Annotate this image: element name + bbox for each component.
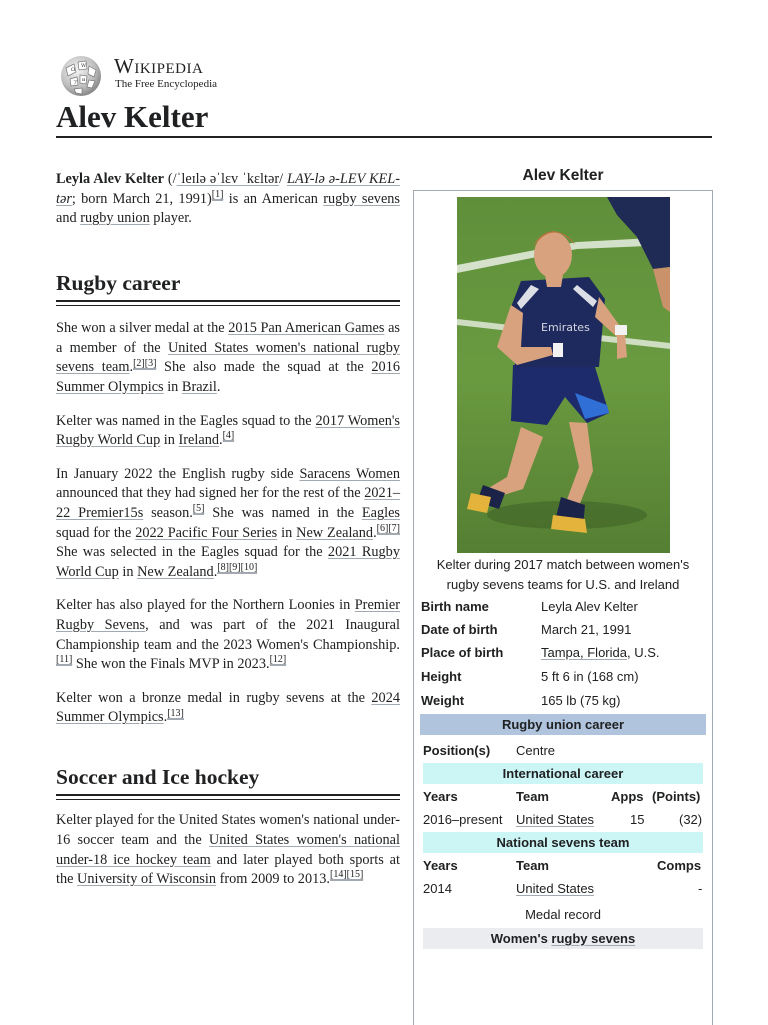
row-label: Place of birth <box>421 645 504 660</box>
infobox-row-place-of-birth <box>421 642 705 664</box>
reference-link[interactable]: [4] <box>222 430 235 442</box>
ipa-pronunciation-link[interactable]: ˈleɪlə əˈlɛv ˈkɛltər <box>176 171 280 187</box>
paragraph <box>56 319 400 397</box>
intl-team-link[interactable]: United States <box>516 812 595 827</box>
link[interactable]: New Zealand <box>296 524 374 541</box>
text: She also made the squad at the <box>156 359 372 376</box>
rugby-union-career-header: Rugby union career <box>420 714 706 735</box>
wikipedia-wordmark[interactable]: Wikipedia <box>114 54 204 78</box>
link[interactable]: United States women's national under-18 ice hockey team <box>56 832 400 868</box>
sevens-comps: - <box>698 881 703 896</box>
link-rugby-sevens[interactable]: rugby sevens <box>323 190 400 207</box>
intl-col-years: Years <box>423 789 458 804</box>
text: and <box>56 210 81 227</box>
reference-link[interactable]: [15] <box>346 869 364 881</box>
text: . <box>373 524 377 541</box>
row-value: Leyla Alev Kelter <box>541 599 638 614</box>
text: player. <box>149 210 192 227</box>
text: in <box>277 524 297 541</box>
row-label: Date of birth <box>421 622 498 637</box>
row-value: 165 lb (75 kg) <box>541 693 621 708</box>
photo-caption: Kelter during 2017 match between women's rugby sevens teams for U.S. and Ireland <box>436 557 690 592</box>
link[interactable]: 2016 Summer Olympics <box>56 359 400 396</box>
text: in <box>118 563 138 580</box>
medal-record-label: Medal record <box>525 907 601 922</box>
link[interactable]: New Zealand <box>137 563 214 580</box>
link[interactable]: Saracens Women <box>299 465 400 482</box>
text: as a member of the <box>56 320 400 356</box>
paragraph <box>56 811 400 889</box>
text: from 2009 to 2013. <box>216 871 330 888</box>
reference-link[interactable]: [1] <box>211 188 224 200</box>
text: . <box>163 709 168 726</box>
text: is an American <box>223 190 324 207</box>
link[interactable]: 2021 Rugby World Cup <box>56 544 400 580</box>
title-divider <box>56 136 712 138</box>
row-value <box>541 642 660 664</box>
text: . <box>219 432 223 449</box>
sevens-years: 2014 <box>423 881 452 896</box>
text: She was named in the <box>204 505 362 522</box>
reference-link[interactable]: [9] <box>228 562 241 574</box>
link[interactable]: 2024 Summer Olympics <box>56 689 400 726</box>
paragraph <box>56 465 400 583</box>
wikipedia-globe-logo[interactable] <box>56 54 104 98</box>
svg-text:Ω: Ω <box>71 67 76 73</box>
text: ; born March 21, 1991) <box>71 190 212 207</box>
link[interactable]: Ireland <box>178 432 219 449</box>
section-heading-soccer-ice-hockey: Soccer and Ice hockey <box>56 764 260 789</box>
reference-link[interactable]: [7] <box>388 522 400 534</box>
infobox-row-date-of-birth <box>421 619 705 641</box>
wikipedia-tagline: The Free Encyclopedia <box>115 78 218 90</box>
paragraph <box>56 689 400 728</box>
reference-link[interactable]: [10] <box>240 562 258 574</box>
link[interactable]: 2022 Pacific Four Series <box>135 524 278 541</box>
text: Kelter was named in the Eagles squad to the <box>56 412 316 429</box>
text: in <box>163 379 182 396</box>
subject-name: Leyla Alev Kelter <box>56 171 164 187</box>
reference-link[interactable]: [3] <box>144 357 157 369</box>
row-value: 5 ft 6 in (168 cm) <box>541 669 639 684</box>
position-label: Position(s) <box>423 743 491 758</box>
text: . <box>213 563 218 580</box>
svg-text:Emirates: Emirates <box>541 321 590 334</box>
respelling-link[interactable]: LAY-lə ə-LEV KEL-tər <box>56 171 400 207</box>
row-label: Birth name <box>421 599 489 614</box>
text: Kelter has also played for the Northern Loonies in <box>56 597 355 614</box>
text: announced that they had signed her for the rest of the <box>56 485 365 502</box>
text: Kelter won a bronze medal in rugby sevens at the <box>56 689 372 706</box>
infobox-row-height <box>421 666 705 688</box>
player-photo[interactable] <box>457 197 670 553</box>
infobox <box>413 190 713 1025</box>
row-value: March 21, 1991 <box>541 622 632 637</box>
lead-paragraph <box>56 170 400 229</box>
intl-apps: 15 <box>630 812 645 827</box>
reference-link[interactable]: [2] <box>133 357 145 369</box>
sevens-col-comps: Comps <box>657 858 702 873</box>
page-title: Alev Kelter <box>56 99 209 134</box>
reference-link[interactable]: [11] <box>56 654 73 666</box>
text: and later played both sports at the <box>56 851 400 888</box>
paragraph <box>56 412 400 451</box>
womens-rugby-sevens-header <box>423 928 703 949</box>
text: , U.S. <box>626 645 660 660</box>
link[interactable]: United States women's national rugby sevens team <box>56 339 400 376</box>
link[interactable]: Eagles <box>361 505 400 522</box>
reference-link[interactable]: [14] <box>329 869 347 881</box>
text: In January 2022 the English rugby side <box>56 465 300 482</box>
link[interactable]: 2017 Women's Rugby World Cup <box>56 412 400 449</box>
text: . <box>216 379 221 396</box>
sevens-col-years: Years <box>423 858 458 873</box>
birthplace-link[interactable]: Tampa, Florida <box>541 645 627 660</box>
text: in <box>160 432 179 449</box>
section-heading-rugby-career: Rugby career <box>56 270 181 295</box>
text: She won a silver medal at the <box>56 320 229 337</box>
reference-link[interactable]: [5] <box>192 503 205 515</box>
link[interactable]: University of Wisconsin <box>77 871 216 888</box>
infobox-row-weight <box>421 690 705 712</box>
text: Women's <box>490 931 552 946</box>
text: (/ <box>163 171 177 187</box>
national-sevens-header: National sevens team <box>423 832 703 853</box>
section-divider <box>56 300 400 306</box>
infobox-title: Alev Kelter <box>522 167 604 184</box>
link-rugby-union[interactable]: rugby union <box>80 210 150 227</box>
text: She was selected in the Eagles squad for the <box>56 544 328 561</box>
intl-col-points: (Points) <box>652 789 701 804</box>
text: Kelter played for the United States women's national under-16 soccer team and the <box>56 812 400 849</box>
paragraph <box>56 596 400 674</box>
international-career-header: International career <box>423 763 703 784</box>
intl-col-team: Team <box>516 789 549 804</box>
section-divider <box>56 794 400 800</box>
svg-text:ア: ア <box>73 80 79 86</box>
row-label: Weight <box>421 693 465 708</box>
svg-text:и: и <box>82 77 86 83</box>
text: squad for the <box>56 524 136 541</box>
intl-points: (32) <box>679 812 703 827</box>
text: She won the Finals MVP in 2023. <box>72 656 270 673</box>
intl-years: 2016–present <box>423 812 503 827</box>
reference-link[interactable]: [6] <box>376 522 389 534</box>
reference-link[interactable]: [8] <box>217 562 229 574</box>
text: / <box>279 171 287 187</box>
infobox-row-birth-name <box>421 596 705 618</box>
text: season. <box>143 505 193 522</box>
reference-link[interactable]: [13] <box>167 707 184 719</box>
rugby-sevens-link[interactable]: rugby sevens <box>551 931 636 946</box>
link[interactable]: 2015 Pan American Games <box>228 320 385 337</box>
article-body <box>56 170 400 890</box>
sevens-team-link[interactable]: United States <box>516 881 595 896</box>
svg-text:W: W <box>81 63 87 69</box>
link[interactable]: Premier Rugby Sevens <box>56 597 400 633</box>
row-label: Height <box>421 669 462 684</box>
reference-link[interactable]: [12] <box>269 654 287 666</box>
intl-col-apps: Apps <box>611 789 644 804</box>
text: . <box>129 359 134 376</box>
position-value: Centre <box>516 743 556 758</box>
text: , and was part of the 2021 Inaugural Championship team and the 2023 Women's Championship. <box>56 617 400 653</box>
sevens-col-team: Team <box>516 858 549 873</box>
link[interactable]: 2021–22 Premier15s <box>56 485 400 522</box>
link[interactable]: Brazil <box>181 379 217 396</box>
